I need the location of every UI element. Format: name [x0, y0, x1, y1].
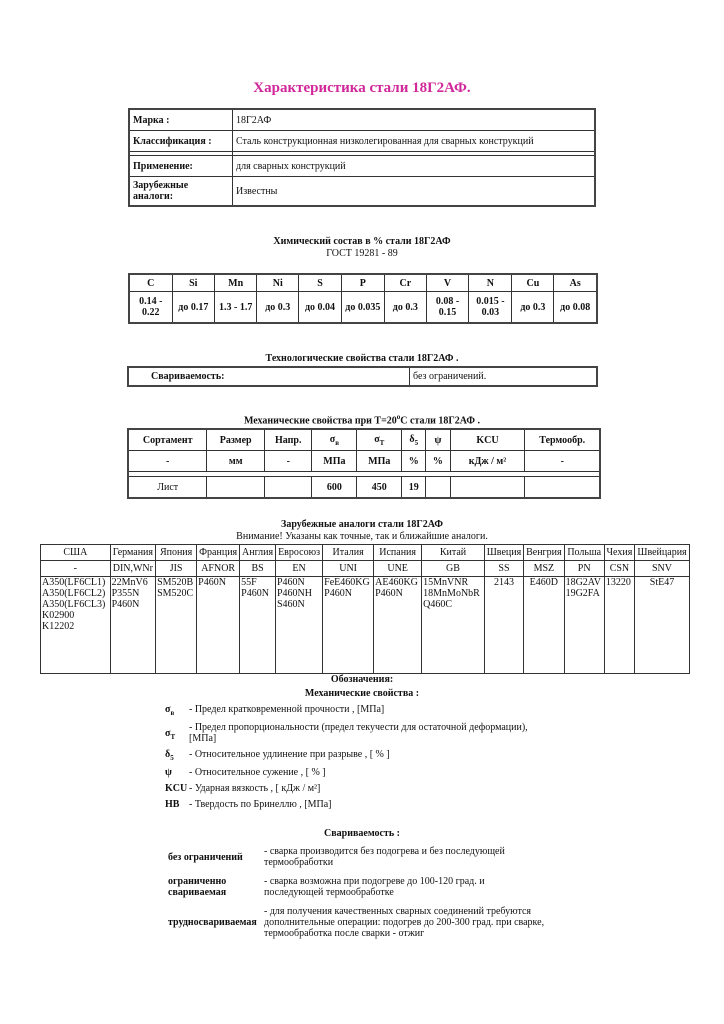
mech-table [127, 428, 601, 499]
analogs-grade-value: A350(LF6CL1) [42, 577, 106, 588]
analogs-country-cell: Германия [110, 545, 155, 561]
analogs-grade-cell [484, 577, 523, 674]
analogs-standard-cell: BS [240, 561, 276, 577]
mech-header-row [128, 429, 600, 451]
chem-header-cell: Ni [257, 274, 299, 292]
analogs-grade-value: Q460C [423, 599, 453, 610]
chem-header-cell: C [129, 274, 172, 292]
analogs-standard-cell: MSZ [524, 561, 564, 577]
chem-heading: Химический состав в % стали 18Г2АФ [273, 236, 451, 247]
analogs-grade-value: 18MnMoNbR [423, 588, 480, 599]
legend-text: - Твердость по Бринеллю , [МПа] [189, 799, 332, 810]
analogs-standard-cell: PN [564, 561, 604, 577]
analogs-country-cell: Испания [374, 545, 422, 561]
analogs-country-cell: Евросоюз [275, 545, 322, 561]
analogs-grade-value: E460D [529, 577, 559, 588]
analogs-grade-value: P460N [198, 577, 226, 588]
mech-heading [0, 413, 724, 426]
info-label: Применение: [129, 156, 233, 177]
analogs-grade-value: 55F [241, 577, 257, 588]
analogs-standard-cell: UNI [323, 561, 374, 577]
analogs-grade-value: AE460KG [375, 577, 418, 588]
chem-header-cell: V [426, 274, 469, 292]
legend-subheading: Механические свойства : [304, 688, 420, 699]
analogs-grade-value: K12202 [42, 621, 75, 632]
mech-unit-cell: - [265, 451, 312, 472]
analogs-heading: Зарубежные аналоги стали 18Г2АФ [281, 519, 443, 530]
analogs-grade-cell [197, 577, 240, 674]
info-value: Сталь конструкционная низколегированная для сварных конструкций [233, 131, 596, 152]
analogs-grade-cell [110, 577, 155, 674]
chem-header-cell: Cu [512, 274, 554, 292]
mech-unit-cell: МПа [357, 451, 402, 472]
mech-unit-cell: мм [207, 451, 265, 472]
tech-row [128, 367, 597, 386]
mech-heading-post: С стали 18Г2АФ . [400, 415, 480, 427]
analogs-grade-value: StE47 [649, 577, 675, 588]
analogs-standard-cell: DIN,WNr [110, 561, 155, 577]
weldability-item [168, 876, 568, 898]
analogs-grade-cell [564, 577, 604, 674]
analogs-country-cell: США [41, 545, 111, 561]
analogs-grade-value: P355N [111, 588, 140, 599]
weldability-label: без ограничений [168, 851, 243, 863]
analogs-grade-value: 19G2FA [565, 588, 600, 599]
analogs-grade-cell [374, 577, 422, 674]
legend-item [165, 722, 555, 744]
weldability-label: трудносвариваемая [168, 917, 257, 928]
analogs-country-cell: Англия [240, 545, 276, 561]
analogs-grade-value: P460N [375, 588, 403, 599]
info-row-application [129, 156, 595, 177]
analogs-grade-cell [275, 577, 322, 674]
analogs-country-cell: Польша [564, 545, 604, 561]
mech-data-cell [207, 477, 265, 499]
info-label: Марка : [129, 109, 233, 131]
legend-symbol: $\delta_5$ [165, 749, 174, 762]
weldability-label: ограниченно свариваемая [168, 876, 227, 898]
weldability-heading: Свариваемость : [324, 828, 400, 839]
analogs-country-cell: Чехия [604, 545, 634, 561]
info-table [128, 108, 596, 207]
analogs-country-cell: Венгрия [524, 545, 564, 561]
analogs-grade-value: 18G2AV [565, 577, 601, 588]
analogs-standard-row [41, 561, 690, 577]
mech-header-cell: $\sigma_T$ [357, 429, 402, 451]
info-row-grade [129, 109, 595, 131]
analogs-standard-cell: AFNOR [197, 561, 240, 577]
legend-item [165, 749, 555, 762]
chem-header-cell: As [554, 274, 597, 292]
analogs-country-cell: Япония [156, 545, 197, 561]
chem-standard: ГОСТ 19281 - 89 [326, 248, 398, 259]
chem-value-cell: до 0.08 [554, 292, 597, 324]
analogs-grade-value: P460N [276, 577, 305, 588]
analogs-grade-value: FeE460KG [324, 577, 370, 588]
analogs-country-cell: Китай [422, 545, 485, 561]
mech-header-cell: Термообр. [525, 429, 600, 451]
analogs-grade-value: SM520B [157, 577, 194, 588]
analogs-country-cell: Швеция [484, 545, 523, 561]
mech-data-cell: 19 [402, 477, 426, 499]
mech-data-cell: 450 [357, 477, 402, 499]
legend-symbol: ψ [165, 767, 172, 778]
chem-value-cell: до 0.3 [384, 292, 426, 324]
analogs-grade-cell [635, 577, 690, 674]
legend-list [165, 704, 555, 815]
chem-header-cell: N [469, 274, 512, 292]
mech-heading-pre: Механические свойства при Т=20 [244, 415, 397, 427]
mech-data-cell: 600 [312, 477, 357, 499]
analogs-grade-value: 22MnV6 [111, 577, 148, 588]
analogs-grade-value: SM520C [157, 588, 194, 599]
analogs-standard-cell: CSN [604, 561, 634, 577]
analogs-grade-value: P460N [324, 588, 352, 599]
chem-header-cell: S [299, 274, 342, 292]
chem-value-cell: до 0.17 [172, 292, 215, 324]
weldability-list [168, 846, 568, 939]
mech-unit-cell: - [128, 451, 207, 472]
mech-unit-cell: - [525, 451, 600, 472]
page-title: Характеристика стали 18Г2АФ. [253, 80, 471, 96]
legend-symbol: HB [165, 799, 180, 810]
analogs-standard-cell: EN [275, 561, 322, 577]
chem-header-cell: P [341, 274, 384, 292]
chem-value-cell: до 0.3 [512, 292, 554, 324]
legend-item [165, 767, 555, 778]
analogs-country-cell: Италия [323, 545, 374, 561]
info-row-analogs [129, 177, 595, 207]
mech-unit-cell: % [426, 451, 450, 472]
analogs-standard-cell: SS [484, 561, 523, 577]
chem-table [128, 273, 598, 324]
chem-value-cell: 0.08 - 0.15 [426, 292, 469, 324]
mech-data-cell: Лист [128, 477, 207, 499]
analogs-standard-cell: - [41, 561, 111, 577]
analogs-grade-value: 13220 [605, 577, 631, 588]
legend-symbol: $\sigma_T$ [165, 728, 176, 741]
legend-text: - Предел пропорциональности (предел текучести для остаточной деформации), [МПа] [189, 722, 528, 744]
tech-value: без ограничений. [410, 367, 598, 386]
mech-data-cell [525, 477, 600, 499]
analogs-grade-cell [240, 577, 276, 674]
chem-value-row [129, 292, 597, 324]
info-value: для сварных конструкций [233, 156, 596, 177]
analogs-grade-value: A350(LF6CL3) [42, 599, 106, 610]
mech-unit-cell: % [402, 451, 426, 472]
analogs-standard-cell: UNE [374, 561, 422, 577]
analogs-grade-value: K02900 [42, 610, 75, 621]
analogs-grade-cell [156, 577, 197, 674]
legend-text: - Относительное сужение , [ % ] [189, 767, 326, 778]
analogs-table [40, 544, 690, 674]
chem-value-cell: до 0.04 [299, 292, 342, 324]
info-row-classification [129, 131, 595, 152]
chem-header-cell: Si [172, 274, 215, 292]
chem-value-cell: до 0.3 [257, 292, 299, 324]
chem-header-cell: Cr [384, 274, 426, 292]
mech-header-cell: ψ [426, 429, 450, 451]
mech-unit-row [128, 451, 600, 472]
legend-symbol: KCU [165, 783, 188, 794]
mech-header-cell: $\sigma_в$ [312, 429, 357, 451]
info-value: 18Г2АФ [233, 109, 596, 131]
info-value: Известны [233, 177, 596, 207]
chem-value-cell: 0.14 - 0.22 [129, 292, 172, 324]
weldability-item [168, 906, 568, 939]
tech-label: Свариваемость: [128, 367, 410, 386]
weldability-item [168, 846, 568, 868]
analogs-grade-value: 15MnVNR [423, 577, 469, 588]
legend-text: - Ударная вязкость , [ кДж / м²] [189, 783, 321, 794]
analogs-grade-value: S460N [276, 599, 305, 610]
chem-value-cell: 0.015 - 0.03 [469, 292, 512, 324]
chem-header-row [129, 274, 597, 292]
weldability-text: - сварка возможна при подогреве до 100-120 град. и последующей термообработке [264, 876, 485, 898]
analogs-country-row [41, 545, 690, 561]
mech-header-cell: KCU [450, 429, 525, 451]
analogs-standard-cell: GB [422, 561, 485, 577]
analogs-grade-cell [323, 577, 374, 674]
mech-heading-sup: o [396, 413, 401, 421]
mech-unit-cell: МПа [312, 451, 357, 472]
analogs-grade-value: P460NH [276, 588, 312, 599]
analogs-grade-cell [422, 577, 485, 674]
mech-header-cell: $\delta_5$ [402, 429, 426, 451]
legend-text: - Предел кратковременной прочности , [МПа] [189, 704, 385, 715]
chem-value-cell: 1.3 - 1.7 [215, 292, 257, 324]
analogs-grade-value: 2143 [493, 577, 514, 588]
legend-item [165, 704, 555, 717]
analogs-grade-cell [41, 577, 111, 674]
analogs-grade-row [41, 577, 690, 674]
mech-header-cell: Напр. [265, 429, 312, 451]
mech-header-cell: Размер [207, 429, 265, 451]
legend-symbol: $\sigma_в$ [165, 704, 175, 717]
analogs-grade-value: P460N [111, 599, 140, 610]
mech-unit-cell: кДж / м² [450, 451, 525, 472]
analogs-grade-value: P460N [241, 588, 269, 599]
tech-table [127, 366, 598, 387]
chem-value-cell: до 0.035 [341, 292, 384, 324]
analogs-standard-cell: JIS [156, 561, 197, 577]
mech-header-cell: Сортамент [128, 429, 207, 451]
analogs-grade-cell [604, 577, 634, 674]
legend-heading: Обозначения: [330, 674, 394, 685]
analogs-grade-value: A350(LF6CL2) [42, 588, 106, 599]
analogs-country-cell: Швейцария [635, 545, 690, 561]
weldability-text: - сварка производится без подогрева и без последующей термообработки [264, 846, 505, 868]
mech-data-cell [265, 477, 312, 499]
legend-item [165, 799, 555, 810]
analogs-note: Внимание! Указаны как точные, так и ближайшие аналоги. [236, 531, 488, 542]
legend-item [165, 783, 555, 794]
analogs-standard-cell: SNV [635, 561, 690, 577]
info-label: Зарубежные аналоги: [129, 177, 233, 207]
analogs-country-cell: Франция [197, 545, 240, 561]
legend-text: - Относительное удлинение при разрыве , [ % ] [189, 749, 390, 760]
mech-data-cell [426, 477, 450, 499]
mech-data-cell [450, 477, 525, 499]
analogs-grade-cell [524, 577, 564, 674]
tech-heading: Технологические свойства стали 18Г2АФ . [265, 353, 459, 364]
info-label: Классификация : [129, 131, 233, 152]
mech-data-row [128, 477, 600, 499]
chem-header-cell: Mn [215, 274, 257, 292]
weldability-text: - для получения качественных сварных соединений требуются дополнительные операции: подогрев до 200-300 град. при сварке, термообработка после сварки - отжиг [264, 906, 545, 939]
